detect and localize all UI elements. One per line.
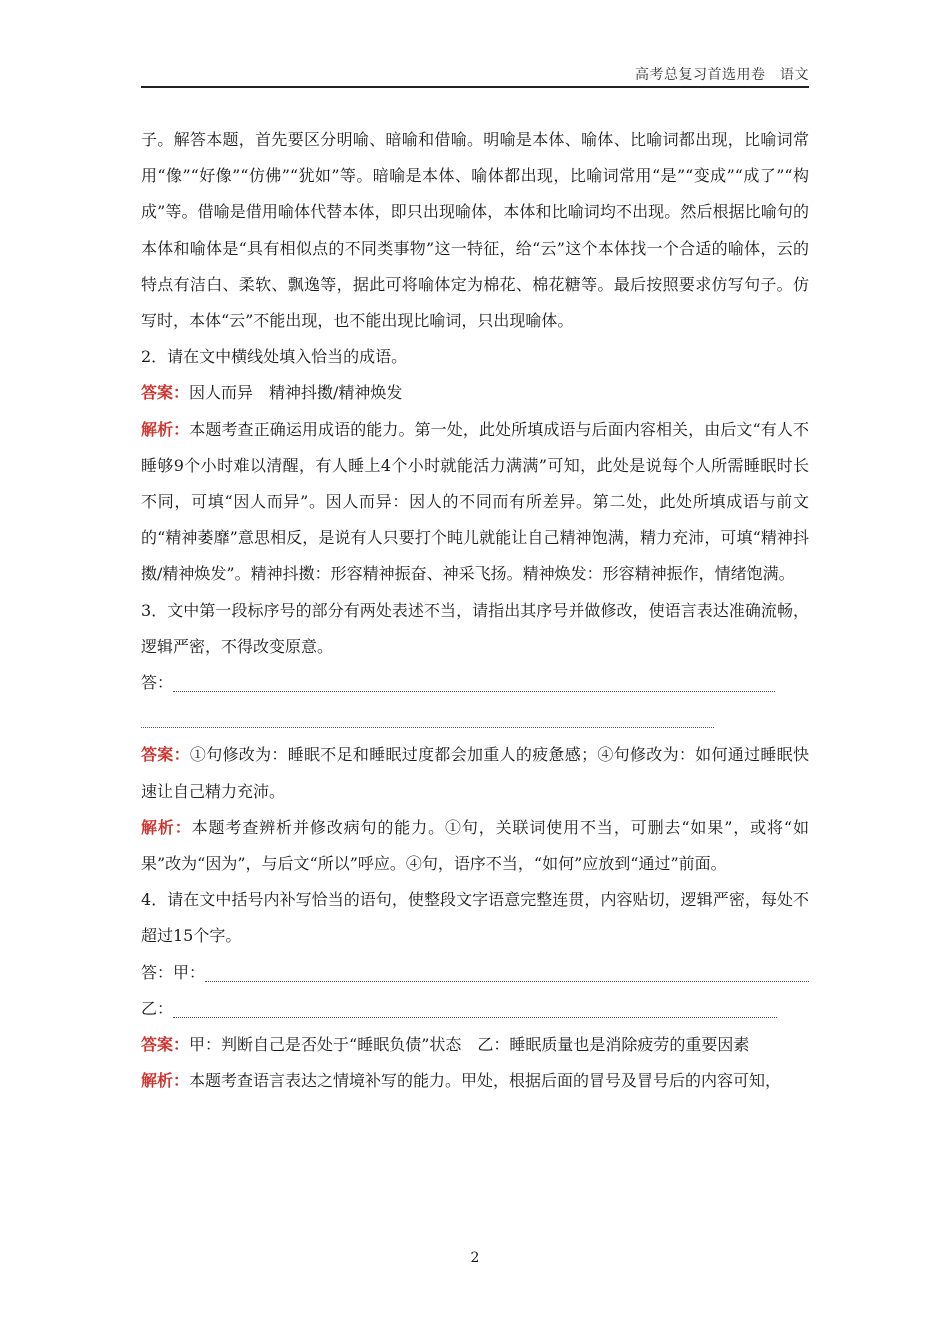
- answer-text: ①句修改为：睡眠不足和睡眠过度都会加重人的疲惫感；④句修改为：如何通过睡眠快速让自己精力充沛。: [141, 745, 809, 801]
- analysis-label: 解析：: [141, 817, 192, 837]
- blank-line[interactable]: [205, 961, 809, 982]
- blank-line[interactable]: [173, 671, 775, 692]
- analysis-text: 本题考查语言表达之情境补写的能力。甲处，根据后面的冒号及冒号后的内容可知，: [189, 1071, 782, 1091]
- question-3: 3．文中第一段标序号的部分有两处表述不当，请指出其序号并做修改，使语言表达准确流畅，逻辑严密，不得改变原意。: [141, 600, 809, 656]
- analysis-label: 解析：: [141, 1071, 190, 1091]
- answer-label: 答案：: [141, 383, 190, 403]
- page-number: 2: [470, 1250, 480, 1266]
- answer-prompt: 答：: [141, 673, 174, 693]
- answer-label: 答案：: [141, 745, 190, 765]
- answer-4: [141, 1027, 809, 1063]
- analysis-2: [141, 412, 809, 593]
- answer-line-3b: [141, 701, 809, 737]
- analysis-text: 本题考查正确运用成语的能力。第一处，此处所填成语与后面内容相关，由后文“有人不睡够9个小时难以清醒，有人睡上4个小时就能活力满满”可知，此处是说每个人所需睡眠时长不同，可填“因人而异”。因人而异：因人的不同而有所差异。第二处，此处所填成语与前文的“精神萎靡”意思相反，是说有人只要打个盹儿就能让自己精神饱满，精力充沛，可填“精神抖擞/精神焕发”。精神抖擞：形容精神振奋、神采飞扬。精神焕发：形容精神振作，情绪饱满。: [141, 419, 809, 584]
- question-4: 4．请在文中括号内补写恰当的语句，使整段文字语意完整连贯，内容贴切，逻辑严密，每处不超过15个字。: [141, 890, 809, 946]
- answer-label: 答案：: [141, 1035, 190, 1055]
- answer-text: 甲：判断自己是否处于“睡眠负债”状态 乙：睡眠质量也是消除疲劳的重要因素: [189, 1035, 750, 1055]
- answer-prompt: 答：甲：: [141, 962, 206, 982]
- blank-line[interactable]: [141, 707, 714, 728]
- answer-text: 因人而异 精神抖擞/精神焕发: [189, 383, 403, 403]
- answer-3: [141, 737, 809, 809]
- analysis-label: 解析：: [141, 419, 190, 439]
- page-header: [141, 62, 809, 88]
- question-2: 2．请在文中横线处填入恰当的成语。: [141, 347, 408, 367]
- document-body: [141, 122, 809, 1099]
- analysis-text: 本题考查辨析并修改病句的能力。①句，关联词使用不当，可删去“如果”，或将“如果”改为“因为”，与后文“所以”呼应。④句，语序不当，“如何”应放到“通过”前面。: [141, 817, 809, 874]
- header-title: 高考总复习首选用卷 语文: [635, 67, 809, 83]
- answer-prompt: 乙：: [141, 998, 174, 1018]
- answer-line-3a: [141, 665, 809, 701]
- analysis-4: [141, 1063, 809, 1099]
- analysis-continuation: 子。解答本题，首先要区分明喻、暗喻和借喻。明喻是本体、喻体、比喻词都出现，比喻词常用“像”“好像”“仿佛”“犹如”等。暗喻是本体、喻体都出现，比喻词常用“是”“变成”“成了”“构成”等。借喻是借用喻体代替本体，即只出现喻体，本体和比喻词均不出现。然后根据比喻句的本体和喻体是“具有相似点的不同类事物”这一特征，给“云”这个本体找一个合适的喻体，云的特点有洁白、柔软、飘逸等，据此可将喻体定为棉花、棉花糖等。最后按照要求仿写句子。仿写时，本体“云”不能出现，也不能出现比喻词，只出现喻体。: [141, 130, 809, 331]
- answer-2: [141, 375, 809, 411]
- analysis-3: [141, 810, 809, 882]
- blank-line[interactable]: [173, 997, 777, 1018]
- answer-line-4a: [141, 955, 809, 991]
- answer-line-4b: [141, 991, 809, 1027]
